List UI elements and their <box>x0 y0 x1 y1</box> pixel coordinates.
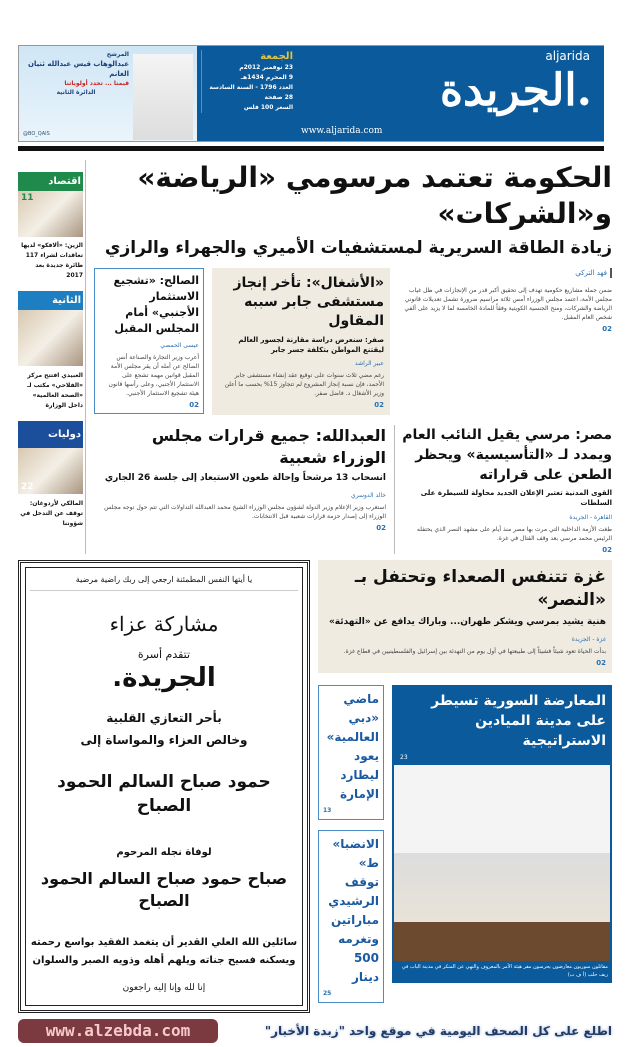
byline: فهد التركي <box>398 268 612 278</box>
page-ref[interactable]: 23 <box>400 754 408 761</box>
condolence-ad <box>18 560 310 1013</box>
page-number: 11 <box>21 193 34 203</box>
prayer-line-2: ويسكنه فسيح جناته ويلهم أهله وذويه الصبر والسلوان <box>32 955 296 966</box>
page-count: 28 صفحة <box>264 94 293 101</box>
condolence-line-2: وخالص العزاء والمواساة إلى <box>80 733 248 747</box>
condolence-line-1: بأحر التعازي القلبية <box>106 711 222 725</box>
article-body: ضمن جملة مشاريع حكومية تهدف إلى تحقيق أكبر قدر من الإنجازات في ظل غياب مجلس الأمة، اعتمد مجلس الوزراء أمس ثلاثة مراسيم ضرورة تشمل تعديلات قانوني الرياضة والشركات، ومنح الجنسية الكويتية وفقاً للمادة الخامسة لما لا يزيد على ألفي شخص العام المقبل. <box>404 287 612 321</box>
egypt-article[interactable] <box>394 425 612 554</box>
section-tag: الثانية <box>18 291 83 310</box>
article-subhead: صفر: سنعرض دراسة مقارنة لجسور العالم ليقتنع المواطن بتكلفة جسر جابر <box>238 336 384 354</box>
presents-line: تتقدم أسرة <box>137 648 191 661</box>
photo-caption: مقاتلون سوريون معارضون يحرسون مقر هيئة الأمر بالمعروف والنهي عن المنكر في مدينة الباب في ريف حلب (أ ف ب) <box>401 964 608 978</box>
byline: خالد الدوسري <box>351 492 386 499</box>
page-ref[interactable]: 02 <box>374 401 384 409</box>
masthead-rule <box>18 146 604 151</box>
website[interactable]: www.aljarida.com <box>301 126 383 136</box>
paper-logo: الجريدة. <box>112 663 216 693</box>
lead-article[interactable] <box>398 268 612 333</box>
article-body: رغم مضي ثلاث سنوات على توقيع عقد إنشاء مستشفى جابر الأحمد، فإن نسبة إنجاز المشروع لم تتجاوز 15% بحسب ما أعلن وزير الأشغال د. فاضل صفر. <box>224 372 384 397</box>
feature-headline: المعارضة السورية تسيطر على مدينة الميادين الاستراتيجية <box>431 693 606 749</box>
feature-photo <box>394 765 610 961</box>
ad-district: الدائرة الثانية <box>56 89 96 96</box>
article-subhead: انسحاب 13 مرشحاً وإحالة طعون الاستبعاد إلى جلسة 26 الجاري <box>104 473 386 483</box>
date-hijri: 9 المحرم 1434هـ <box>240 74 293 81</box>
article-subhead: هنية يشيد بمرسي ويشكر طهران... وباراك يدافع عن «التهدئة» <box>328 617 606 627</box>
article-subhead: القوى المدنية تعتبر الإعلان الجديد محاولة للسيطرة على السلطات <box>420 489 612 507</box>
article-body: أعرب وزير التجارة والصناعة أنس الصالح عن أمله أن يقر مجلس الأمة المقبل قوانين مهمة تشجع على الاستثمار الأجنبي، وعلى رأسها قانون هيئة تشجيع الاستثمار الأجنبي. <box>108 354 199 397</box>
ad-name: عبدالوهاب قيس عبدالله ثنيان الغانم <box>27 60 129 78</box>
masthead-banner <box>197 46 604 141</box>
article-headline: العبدالله: جميع قرارات مجلس الوزراء شعبية <box>151 426 386 467</box>
gaza-article[interactable] <box>318 560 612 673</box>
closing-verse: إنا لله وإنا إليه راجعون <box>122 983 206 993</box>
section-tag: اقتصاد <box>18 172 83 191</box>
date-gregorian: 23 نوفمبر 2012م <box>239 64 293 71</box>
lead-headline[interactable]: الحكومة تعتمد مرسومي «الرياضة» و«الشركات» <box>137 161 612 230</box>
price: السعر 100 فلس <box>243 104 293 111</box>
footer-slogan: اطلع على كل الصحف اليومية في موقع واحد "زبدة الأخبار" <box>264 1024 612 1038</box>
saleh-article[interactable] <box>94 268 204 414</box>
page-ref[interactable]: 02 <box>596 659 606 667</box>
quran-verse: يا أيتها النفس المطمئنة ارجعي إلى ربك راضية مرضية <box>30 574 298 591</box>
page-ref[interactable]: 02 <box>602 546 612 554</box>
article-headline: «الأشغال»: تأخر إنجاز مستشفى جابر سببه المقاول <box>233 275 384 329</box>
ad-twitter: @BO_QAIS <box>23 131 50 137</box>
thumbnail <box>18 191 83 237</box>
page-ref[interactable]: 02 <box>189 401 199 409</box>
issue-number: العدد 1796 - السنة السادسة <box>209 84 293 91</box>
thumbnail <box>18 310 83 366</box>
teaser-text: الزين: «ألافكو» لديها تعاقدات لشراء 117 طائرة جديدة بعد 2017 <box>21 242 83 279</box>
page-ref[interactable]: 13 <box>323 807 332 814</box>
byline: القاهرة - الجريدة <box>569 514 612 521</box>
prayer-line-1: سائلين الله العلي القدير أن يتغمد الفقيد بواسع رحمته <box>30 937 298 948</box>
sidebar <box>18 160 86 554</box>
campaign-ad[interactable] <box>19 46 197 141</box>
logo: الجريدة. <box>439 65 592 116</box>
page-number: 22 <box>21 482 34 492</box>
article-body: طغت الأزمة الداخلية التي مرت بها مصر منذ أيام على مشهد النصر الذي يحتفله الرئيس محمد مرسي بعد وقف القتال في غزة. <box>416 526 612 542</box>
deceased-name: صباح حمود صباح السالم الحمود الصباح <box>40 869 288 910</box>
dubai-world-teaser[interactable] <box>318 685 384 820</box>
page-content <box>18 160 612 1043</box>
teaser-text: العبيدي افتتح مركز «الفلاحي» مكتب لـ «الصحة العالمية» داخل الوزارة <box>27 372 83 409</box>
recipient-name: حمود صباح السالم الحمود الصباح <box>57 772 271 816</box>
page-ref[interactable]: 25 <box>323 990 332 997</box>
section-tag: دوليات <box>18 421 83 448</box>
abdullah-article[interactable] <box>94 425 386 532</box>
thumbnail <box>18 448 83 494</box>
page-ref[interactable]: 02 <box>602 325 612 333</box>
syria-feature[interactable] <box>392 685 612 983</box>
lead-subhead: زيادة الطاقة السريرية لمستشفيات الأميري والجهراء والرازي <box>104 238 612 258</box>
byline: عيسى الحمصي <box>160 342 199 349</box>
byline: عبير الراشد <box>354 360 384 367</box>
day: الجمعة <box>260 51 293 62</box>
logo-latin: aljarida <box>545 49 590 63</box>
condolence-title: مشاركة عزاء <box>109 612 219 636</box>
teaser-text: المالكي لأردوغان: توقف عن التدخل في شؤوننا <box>20 500 83 527</box>
footer-site-link[interactable]: www.alzebda.com <box>18 1019 218 1043</box>
article-headline: الصالح: «تشجيع الاستثمار الأجنبي» أمام المجلس المقبل <box>113 274 199 335</box>
sidebar-item-economy[interactable] <box>18 172 83 281</box>
page-ref[interactable]: 02 <box>376 524 386 532</box>
discipline-teaser[interactable] <box>318 830 384 1003</box>
ashghal-article[interactable] <box>212 268 390 415</box>
condolence-line-3: لوفاة نجله المرحوم <box>116 847 212 858</box>
ad-slogan: قيمنا ... تحدد أولوياتنا <box>64 80 129 87</box>
article-body: استغرب وزير الإعلام وزير الدولة لشؤون مجلس الوزراء الشيخ محمد العبدالله التداولات التي تتم حول توجه مجلس الوزراء إلى إصدار حزمة قرارات شعبية قبل الانتخابات. <box>104 504 386 520</box>
ad-label: المرشح <box>106 51 129 58</box>
sidebar-item-international[interactable] <box>18 421 83 529</box>
byline: غزة - الجريدة <box>571 636 606 643</box>
candidate-photo <box>133 54 193 140</box>
sidebar-item-second[interactable] <box>18 291 83 411</box>
masthead <box>18 45 604 142</box>
teaser-text: «الانضباط» توقف الرشيدي مباراتين وتغرمه 500 دينار <box>328 837 379 984</box>
article-headline: مصر: مرسي يقيل النائب العام ويمدد لـ «التأسيسية» ويحظر الطعن على قراراته <box>402 427 612 483</box>
article-headline: غزة تتنفس الصعداء وتحتفل بـ «النصر» <box>354 567 606 610</box>
teaser-text: ماضي «دبي العالمية» يعود ليطارد الإمارة <box>326 692 379 801</box>
article-body: بدأت الحياة تعود شيئاً فشيئاً إلى طبيعتها في أول يوم من التهدئة بين إسرائيل والفلسطينيين في قطاع غزة. <box>343 648 606 655</box>
